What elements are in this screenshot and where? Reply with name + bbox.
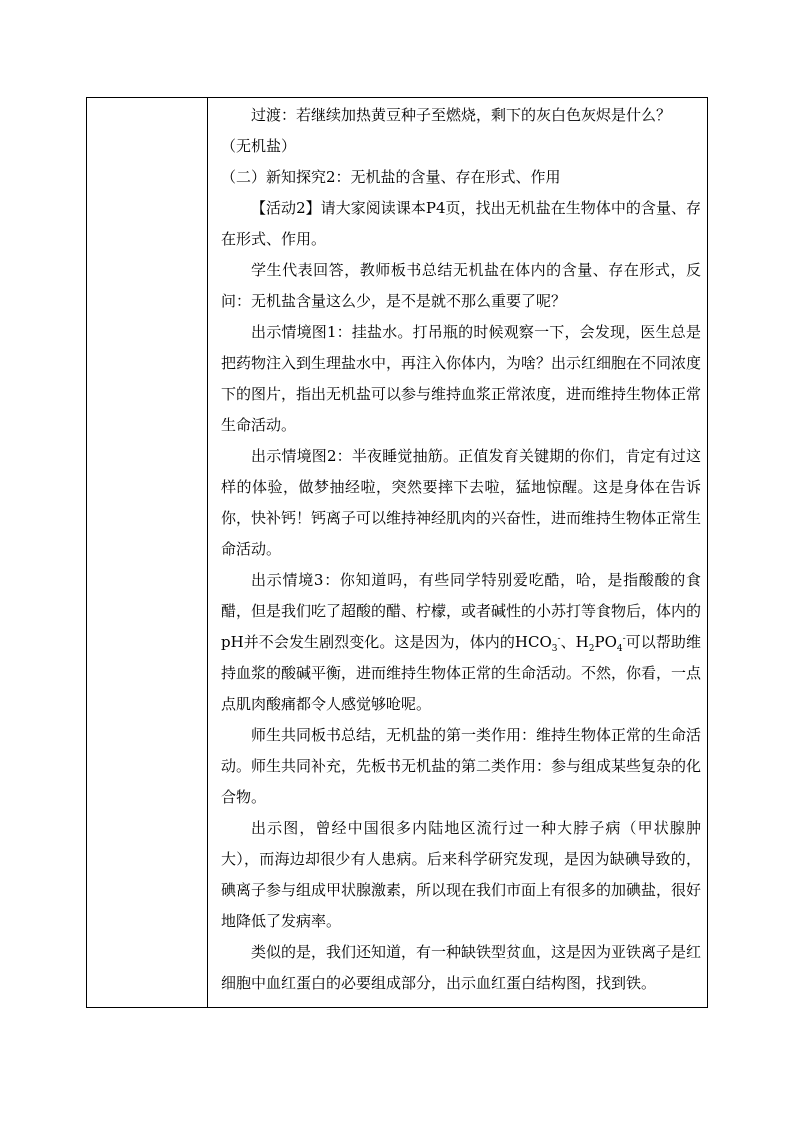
paragraph-transition: 过渡：若继续加热黄豆种子至燃烧，剩下的灰白色灰烬是什么？ <box>251 106 672 124</box>
bicarbonate-subscript: 3 <box>551 644 558 654</box>
scenario-3-text-after: 可以帮助维持血浆的酸碱平衡，进而维持生物体正常的生命活动。不然，你看，一点点肌肉酸痛都令人感觉够呛呢。 <box>221 633 702 713</box>
section-heading: （二）新知探究2：无机盐的含量、存在形式、作用 <box>221 168 561 186</box>
paragraph-student-answer: 学生代表回答，教师板书总结无机盐在体内的含量、存在形式，反问：无机盐含量这么少，是不是就不那么重要了呢？ <box>221 261 701 310</box>
scenario-3-text-before: 出示情境3：你知道吗，有些同学特别爱吃酷，哈，是指酸酸的食醋，但是我们吃了超酸的醋、柠檬，或者碱性的小苏打等食物后，体内的pH并不会发生剧烈变化。这是因为，体内的HCO <box>221 571 702 651</box>
phosphate-h-subscript: 2 <box>588 644 595 654</box>
paragraph-summary: 师生共同板书总结，无机盐的第一类作用：维持生物体正常的生命活动。师生共同补充，先板书无机盐的第二类作用：参与组成某些复杂的化合物。 <box>221 726 702 806</box>
paragraph-iodine: 出示图，曾经中国很多内陆地区流行过一种大脖子病（甲状腺肿大），而海边却很少有人患病。后来科学研究发现，是因为缺碘导致的，碘离子参与组成甲状腺激素，所以现在我们市面上有很多的加碘盐，很好地降低了发病率。 <box>221 819 702 930</box>
paragraph-iron: 类似的是，我们还知道，有一种缺铁型贫血，这是因为亚铁离子是红细胞中血红蛋白的必要组成部分，出示血红蛋白结构图，找到铁。 <box>221 943 702 992</box>
scenario-3-mid: 、H <box>560 633 589 651</box>
phosphate-o-subscript: 4 <box>616 644 623 654</box>
paragraph-activity-2: 【活动2】请大家阅读课本P4页，找出无机盐在生物体中的含量、存在形式、作用。 <box>221 199 701 248</box>
bicarbonate-charge: - <box>557 634 561 644</box>
content-cell <box>208 98 707 1007</box>
lesson-table <box>86 97 708 1008</box>
phosphate-charge: - <box>622 634 626 644</box>
paragraph-scenario-1: 出示情境图1：挂盐水。打吊瓶的时候观察一下，会发现，医生总是把药物注入到生理盐水中，再注入你体内，为啥？出示红细胞在不同浓度下的图片，指出无机盐可以参与维持血浆正常浓度，进而维持生物体正常生命活动。 <box>221 323 702 434</box>
left-column-cell <box>87 98 208 1007</box>
paragraph-scenario-2: 出示情境图2：半夜睡觉抽筋。正值发育关键期的你们，肯定有过这样的体验，做梦抽经啦，突然要摔下去啦，猛地惊醒。这是身体在告诉你，快补钙！钙离子可以维持神经肌肉的兴奋性，进而维持生物体正常生命活动。 <box>221 447 702 558</box>
scenario-3-mid2: PO <box>594 633 617 651</box>
paragraph-scenario-3 <box>221 565 701 720</box>
paragraph-answer: （无机盐） <box>221 137 297 155</box>
